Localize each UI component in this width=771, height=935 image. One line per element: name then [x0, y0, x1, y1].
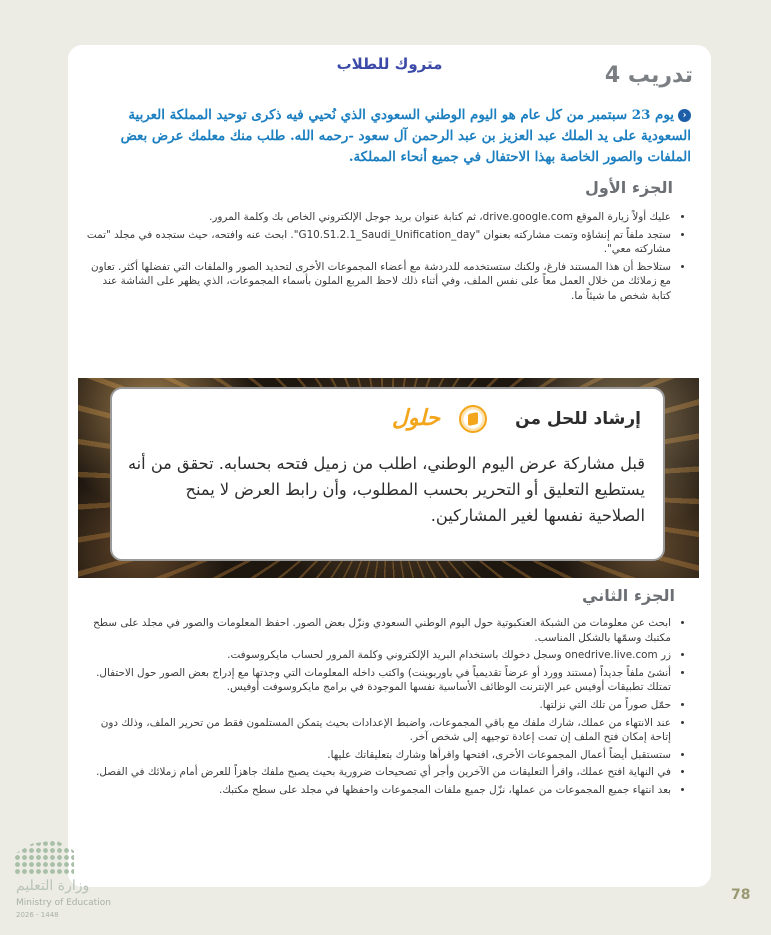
ministry-logo — [14, 840, 114, 926]
page-number: 78 — [731, 887, 751, 903]
list-item: • أنشئ ملفاً جديداً (مستند وورد أو عرضاً تقديمياً في باوربوينت) واكتب داخله المعلومات التي وجدتها مع إدراج بعض الصور حول الاحتفال. تمتلك تطبيقات أوفيس عبر الإنترنت الوظائف الأساسية نفسها الموجودة في برامج مايكروسوفت أوفيس. — [80, 666, 671, 695]
list-item: • زر onedrive.live.com وسجل دخولك باستخدام البريد الإلكتروني وكلمة المرور لحساب مايكروسوفت. — [80, 648, 671, 663]
list-item: • بعد انتهاء جميع المجموعات من عملها، نزّل جميع ملفات المجموعات واحفظها في مجلد على سطح مكتبك. — [80, 783, 671, 798]
part-two-title: الجزء الثاني — [582, 586, 675, 605]
list-item: • ستلاحظ أن هذا المستند فارغ، ولكنك ستستخدمه للدردشة مع أعضاء المجموعات الأخرى لتحديد الصور والملفات التي تفضلها أكثر. تعاون مع زملائك من خلال العمل معاً على نفس الملف، وفي أثناء ذلك لاحظ المربع الملون بأسماء المجموعات، الذي يظهر على الشاشة عند كتابة شخص ما شيئاً ما. — [80, 260, 671, 304]
ministry-years: 2026 - 1448 — [16, 911, 59, 919]
student-label: متروك للطلاب — [336, 55, 443, 73]
chevron-left-icon: ‹ — [678, 109, 691, 122]
list-item: • عليك أولاً زيارة الموقع drive.google.com، ثم كتابة عنوان بريد جوجل الإلكتروني الخاص بك وكلمة المرور. — [80, 210, 671, 225]
book-icon — [459, 405, 487, 433]
part-two-list — [80, 616, 687, 801]
list-item: • في النهاية افتح عملك، واقرأ التعليقات من الآخرين وأجر أي تصحيحات ضرورية بحيث يصبح ملفك جاهزاً للعرض أمام زملائك في الفصل. — [80, 765, 671, 780]
tip-box — [110, 387, 665, 561]
intro-paragraph — [84, 105, 691, 168]
list-item: • ستجد ملفاً تم إنشاؤه وتمت مشاركته بعنوان "G10.S1.2.1_Saudi_Unification_day". ابحث عنه وافتحه، حيث ستجده في مجلد "تمت مشاركته معي". — [80, 228, 671, 257]
part-one-list — [80, 210, 687, 307]
list-item: • حمّل صوراً من تلك التي نزلتها. — [80, 698, 671, 713]
part-one-title: الجزء الأول — [585, 178, 673, 197]
intro-text: يوم 23 سبتمبر من كل عام هو اليوم الوطني السعودي الذي نُحيي فيه ذكرى توحيد المملكة العربية السعودية على يد الملك عبد العزيز بن عبد الرحمن آل سعود -رحمه الله. طلب منك معلمك عرض بعض الملفات والصور الخاصة بهذا الاحتفال في جميع أنحاء المملكة. — [120, 107, 691, 165]
list-item: • عند الانتهاء من عملك، شارك ملفك مع باقي المجموعات، واضبط الإعدادات بحيث يتمكن المستلمون فقط من تحرير الملف، وذلك دون إتاحة إمكان فتح الملف إن تمت إعادة توجيهه إلى شخص آخر. — [80, 716, 671, 745]
hulul-logo-text: حلول — [391, 405, 441, 431]
ministry-name-en: Ministry of Education — [16, 898, 111, 908]
hulul-logo — [373, 403, 493, 437]
list-item: • ستستقبل أيضاً أعمال المجموعات الأخرى، افتحها واقرأها وشارك بتعليقاتك عليها. — [80, 748, 671, 763]
exercise-title: تدريب 4 — [604, 63, 693, 88]
list-item: • ابحث عن معلومات من الشبكة العنكبوتية حول اليوم الوطني السعودي ونزّل بعض الصور. احفظ المعلومات والصور في مجلد على سطح مكتبك وسمّها بالشكل المناسب. — [80, 616, 671, 645]
ministry-name-ar: وزارة التعليم — [16, 878, 90, 894]
tip-title: إرشاد للحل من — [515, 409, 641, 429]
tip-text: قبل مشاركة عرض اليوم الوطني، اطلب من زميل فتحه بحسابه. تحقق من أنه يستطيع التعليق أو التحرير بحسب المطلوب، وأن رابط العرض لا يمنح الصلاحية نفسها لغير المشاركين. — [128, 454, 645, 525]
ministry-dots-icon — [14, 840, 74, 876]
